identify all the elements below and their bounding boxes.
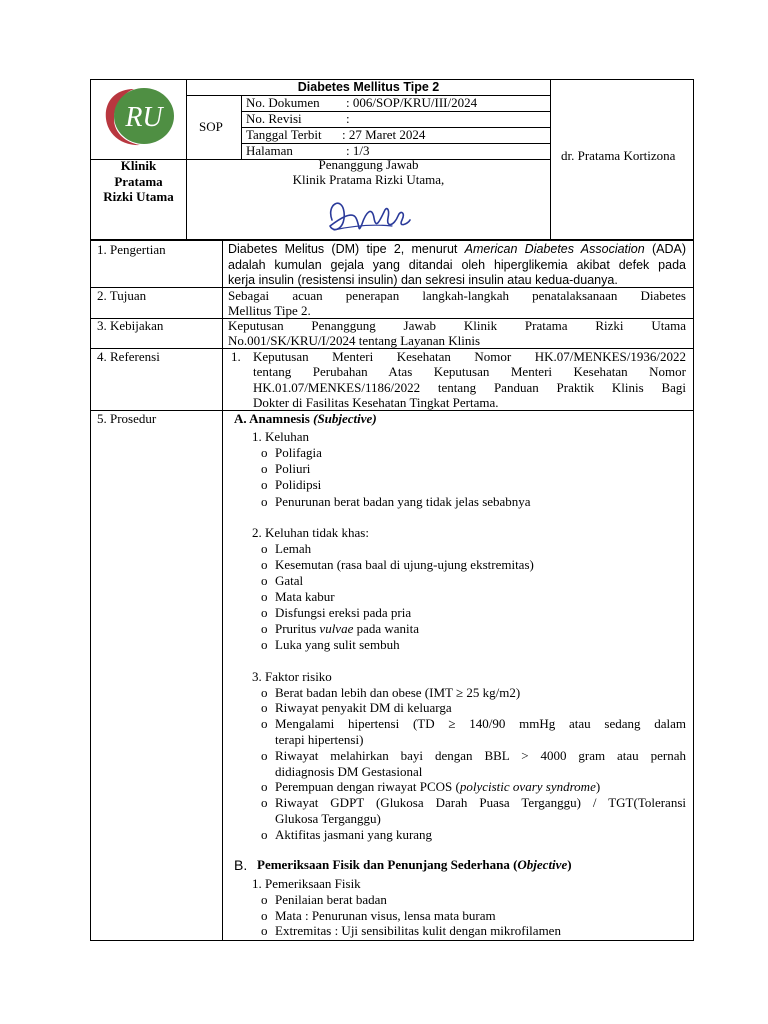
referensi-line-4: Dokter di Fasilitas Kesehatan Tingkat Pertama. bbox=[253, 395, 499, 410]
faktor-bullet-5: o bbox=[261, 779, 268, 794]
keluhan-bullet-1: o bbox=[261, 445, 268, 460]
section-b-italic: Objective bbox=[517, 857, 568, 872]
tidak-khas-bullet-1: o bbox=[261, 541, 268, 556]
logo-initials: RU bbox=[125, 102, 163, 133]
tidak-khas-item-3: Gatal bbox=[275, 573, 304, 588]
body-border-bottom bbox=[90, 940, 694, 941]
body-border-right bbox=[693, 240, 694, 941]
doc-number-label: No. Dokumen bbox=[246, 95, 320, 110]
section-b-suffix: ) bbox=[567, 857, 572, 872]
faktor-item-5 bbox=[275, 779, 600, 795]
pengertian-line-2: adalah kumulan gejala yang ditandai oleh hiperglikemia akibat defek pada bbox=[228, 258, 686, 272]
keluhan-title: 1. Keluhan bbox=[252, 429, 310, 444]
pruritus-suffix: pada wanita bbox=[353, 621, 420, 636]
issue-date-value: : 27 Maret 2024 bbox=[342, 127, 426, 142]
faktor-item-7: Aktifitas jasmani yang kurang bbox=[275, 827, 433, 842]
signature bbox=[322, 190, 414, 238]
faktor-item-2: Riwayat penyakit DM di keluarga bbox=[275, 700, 452, 715]
referensi-line-1: Keputusan Menteri Kesehatan Nomor HK.07/MENKES/1936/2022 bbox=[253, 349, 686, 364]
body-border-left bbox=[90, 240, 91, 941]
document-title: Diabetes Mellitus Tipe 2 bbox=[297, 80, 440, 94]
faktor-bullet-3: o bbox=[261, 716, 268, 731]
fisik-item-3: Extremitas : Uji sensibilitas kulit dengan mikrofilamen bbox=[275, 923, 561, 938]
header-border-right bbox=[693, 79, 694, 241]
faktor-bullet-1: o bbox=[261, 685, 268, 700]
pruritus-italic: vulvae bbox=[319, 621, 354, 636]
tidak-khas-item-4: Mata kabur bbox=[275, 589, 335, 604]
keluhan-item-3: Polidipsi bbox=[275, 477, 322, 492]
pengertian-label: 1. Pengertian bbox=[97, 242, 166, 257]
page-label: Halaman bbox=[246, 143, 293, 158]
tidak-khas-bullet-5: o bbox=[261, 605, 268, 620]
body-column-divider bbox=[222, 240, 223, 941]
doc-number-value: : 006/SOP/KRU/III/2024 bbox=[346, 95, 478, 110]
pruritus-prefix: Pruritus bbox=[275, 621, 320, 636]
keluhan-item-4: Penurunan berat badan yang tidak jelas sebabnya bbox=[275, 494, 531, 509]
keluhan-item-1: Polifagia bbox=[275, 445, 322, 460]
clinic-name-line-3: Rizki Utama bbox=[103, 189, 174, 204]
faktor-item-6-line-1: Riwayat GDPT (Glukosa Darah Puasa Terganggu) / TGT(Toleransi bbox=[275, 795, 686, 810]
ada-phrase: American Diabetes Association bbox=[464, 242, 645, 256]
prosedur-label: 5. Prosedur bbox=[97, 411, 157, 426]
keluhan-item-2: Poliuri bbox=[275, 461, 311, 476]
doctor-name: dr. Pratama Kortizona bbox=[561, 148, 676, 163]
fisik-bullet-3: o bbox=[261, 923, 268, 938]
faktor-item-1: Berat badan lebih dan obese (IMT ≥ 25 kg/m2) bbox=[275, 685, 521, 700]
tidak-khas-title: 2. Keluhan tidak khas: bbox=[252, 525, 369, 540]
tidak-khas-item-1: Lemah bbox=[275, 541, 312, 556]
faktor-title: 3. Faktor risiko bbox=[252, 669, 332, 684]
section-b-prefix: Pemeriksaan Fisik dan Penunjang Sederhana ( bbox=[257, 857, 518, 872]
page-value: : 1/3 bbox=[346, 143, 370, 158]
section-b-heading bbox=[257, 857, 572, 873]
faktor-item-4-line-1: Riwayat melahirkan bayi dengan BBL > 4000 gram atau pernah bbox=[275, 748, 686, 763]
tujuan-line-1: Sebagai acuan penerapan langkah-langkah penatalaksanaan Diabetes bbox=[228, 288, 686, 303]
section-b-letter: B. bbox=[234, 857, 248, 873]
faktor-5-suffix: ) bbox=[595, 779, 601, 794]
tidak-khas-item-5: Disfungsi ereksi pada pria bbox=[275, 605, 412, 620]
section-a-italic: (Subjective) bbox=[313, 411, 377, 426]
clinic-name-line-2: Pratama bbox=[114, 174, 163, 189]
fisik-title: 1. Pemeriksaan Fisik bbox=[252, 876, 361, 891]
clinic-name-line-1: Klinik bbox=[120, 158, 157, 173]
fisik-item-2: Mata : Penurunan visus, lensa mata buram bbox=[275, 908, 496, 923]
tidak-khas-bullet-7: o bbox=[261, 637, 268, 652]
section-a-prefix: A. Anamnesis bbox=[234, 411, 314, 426]
fisik-bullet-1: o bbox=[261, 892, 268, 907]
kebijakan-line-1: Keputusan Penanggung Jawab Klinik Pratama Rizki Utama bbox=[228, 318, 686, 333]
faktor-5-prefix: Perempuan dengan riwayat PCOS ( bbox=[275, 779, 460, 794]
keluhan-bullet-2: o bbox=[261, 461, 268, 476]
issue-date-label: Tanggal Terbit bbox=[246, 127, 322, 142]
faktor-item-3-line-1: Mengalami hipertensi (TD ≥ 140/90 mmHg atau sedang dalam bbox=[275, 716, 686, 731]
faktor-item-3-line-2: terapi hipertensi) bbox=[275, 732, 364, 747]
fisik-bullet-2: o bbox=[261, 908, 268, 923]
referensi-number: 1. bbox=[231, 349, 241, 364]
keluhan-bullet-3: o bbox=[261, 477, 268, 492]
keluhan-bullet-4: o bbox=[261, 494, 268, 509]
revision-label: No. Revisi bbox=[246, 111, 302, 126]
faktor-item-6-line-2: Glukosa Terganggu) bbox=[275, 811, 381, 826]
faktor-bullet-6: o bbox=[261, 795, 268, 810]
tujuan-label: 2. Tujuan bbox=[97, 288, 147, 303]
pengertian-line-1: Diabetes Melitus (DM) tipe 2, menurut American Diabetes Association (ADA) bbox=[228, 242, 686, 256]
faktor-item-4-line-2: didiagnosis DM Gestasional bbox=[275, 764, 423, 779]
tidak-khas-bullet-3: o bbox=[261, 573, 268, 588]
tidak-khas-item-2: Kesemutan (rasa baal di ujung-ujung ekstremitas) bbox=[275, 557, 534, 572]
tidak-khas-item-7: Luka yang sulit sembuh bbox=[275, 637, 400, 652]
responsible-org: Klinik Pratama Rizki Utama, bbox=[292, 172, 445, 187]
tidak-khas-bullet-6: o bbox=[261, 621, 268, 636]
fisik-item-1: Penilaian berat badan bbox=[275, 892, 387, 907]
kebijakan-line-2: No.001/SK/KRU/I/2024 tentang Layanan Klinis bbox=[228, 333, 481, 348]
referensi-line-3: HK.01.07/MENKES/1186/2022 tentang Panduan Praktik Klinis Bagi bbox=[253, 380, 686, 395]
faktor-bullet-4: o bbox=[261, 748, 268, 763]
tidak-khas-bullet-4: o bbox=[261, 589, 268, 604]
tidak-khas-item-6 bbox=[275, 621, 419, 637]
faktor-bullet-7: o bbox=[261, 827, 268, 842]
kebijakan-label: 3. Kebijakan bbox=[97, 318, 164, 333]
sop-label: SOP bbox=[199, 119, 223, 134]
faktor-5-italic: polycistic ovary syndrome bbox=[459, 779, 596, 794]
pengertian-line-3: kerja insulin (resistensi insulin) dan sekresi insulin atau kedua-duanya. bbox=[228, 273, 618, 287]
section-a-heading bbox=[234, 411, 377, 427]
responsible-title: Penanggung Jawab bbox=[318, 157, 419, 172]
clinic-logo bbox=[102, 86, 176, 148]
revision-value: : bbox=[346, 111, 350, 126]
faktor-bullet-2: o bbox=[261, 700, 268, 715]
referensi-line-2: tentang Perubahan Atas Keputusan Menteri Kesehatan Nomor bbox=[253, 364, 686, 379]
tujuan-line-2: Mellitus Tipe 2. bbox=[228, 303, 311, 318]
tidak-khas-bullet-2: o bbox=[261, 557, 268, 572]
referensi-label: 4. Referensi bbox=[97, 349, 160, 364]
